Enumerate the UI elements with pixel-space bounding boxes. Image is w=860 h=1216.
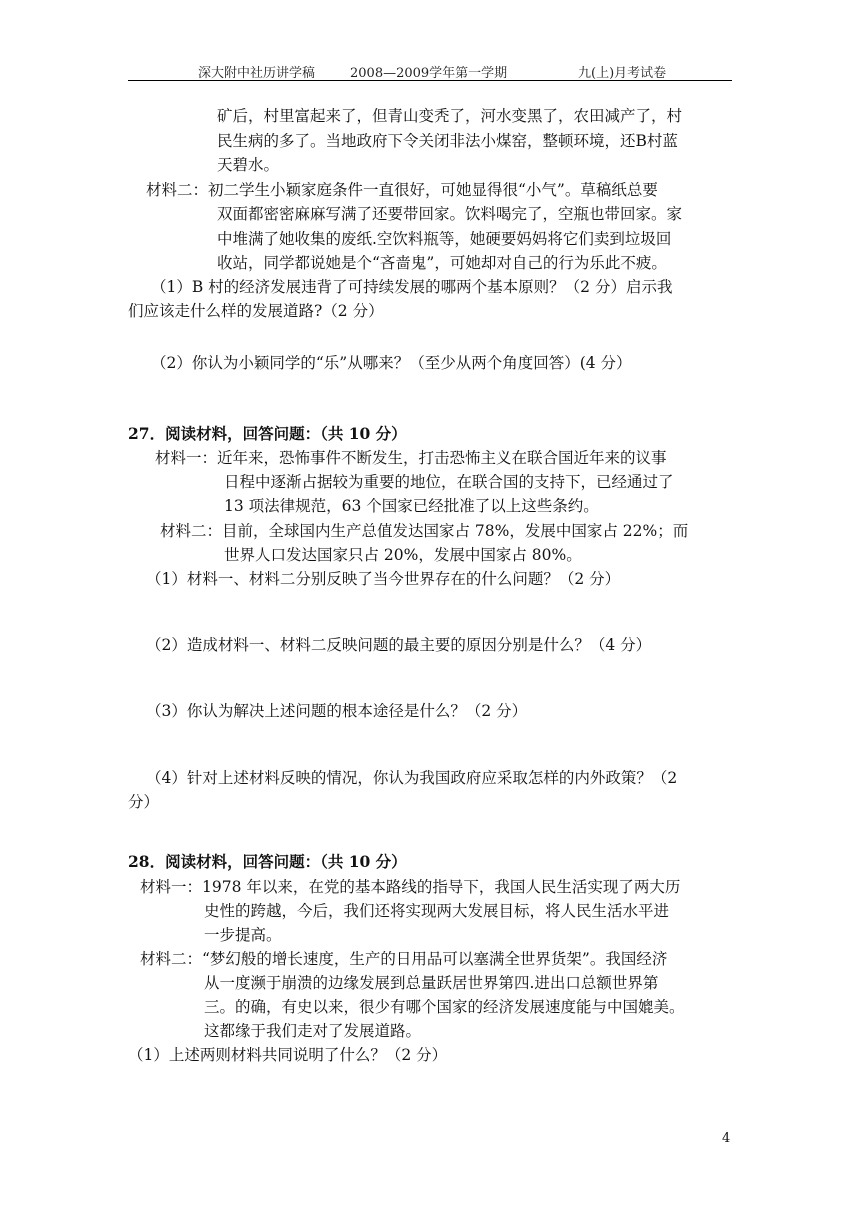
page-number: 4 — [722, 1131, 731, 1146]
q27-material1-line: 材料一：近年来，恐怖事件不断发生，打击恐怖主义在联合国近年来的议事 — [155, 449, 667, 467]
q26-material1-line: 矿后，村里富起来了，但青山变秃了，河水变黑了，农田减产了，村 — [217, 107, 683, 125]
q27-material2-line: 世界人口发达国家只占 20%，发展中国家占 80%。 — [224, 546, 582, 564]
q28-title: 28．阅读材料，回答问题：（共 10 分） — [128, 852, 407, 871]
q28-material2-line: 从一度濒于崩溃的边缘发展到总量跃居世界第四.进出口总额世界第 — [204, 974, 659, 992]
q27-question-4: （4）针对上述材料反映的情况，你认为我国政府应采取怎样的内外政策？（2 — [146, 769, 678, 787]
header-rule — [128, 80, 732, 81]
q27-question-3: （3）你认为解决上述问题的根本途径是什么？（2 分） — [146, 702, 528, 720]
page-header — [128, 60, 732, 80]
q28-material1-line: 材料一：1978 年以来，在党的基本路线的指导下，我国人民生活实现了两大历 — [140, 878, 681, 896]
q26-question-1: 们应该走什么样的发展道路?（2 分） — [128, 302, 384, 320]
q28-material2-line: 三。的确，有史以来，很少有哪个国家的经济发展速度能与中国媲美。 — [204, 998, 685, 1016]
q26-material2-line: 收站，同学都说她是个“吝啬鬼”，可她却对自己的行为乐此不疲。 — [217, 254, 667, 272]
q26-material1-line: 民生病的多了。当地政府下令关闭非法小煤窑，整顿环境，还B村蓝 — [217, 132, 678, 150]
q26-material1-line: 天碧水。 — [217, 156, 280, 174]
q28-material1-line: 一步提高。 — [204, 926, 282, 944]
header-term: 2008—2009学年第一学期 — [350, 66, 508, 81]
q28-material2-line: 材料二：“梦幻般的增长速度，生产的日用品可以塞满全世界货架”。我国经济 — [140, 950, 668, 968]
q27-material1-line: 日程中逐渐占据较为重要的地位，在联合国的支持下，已经通过了 — [224, 473, 674, 491]
header-exam: 九(上)月考试卷 — [578, 66, 667, 81]
q27-material1-line: 13 项法律规范，63 个国家已经批准了以上这些条约。 — [224, 497, 599, 515]
q27-title: 27．阅读材料，回答问题：（共 10 分） — [128, 424, 407, 443]
q27-question-4: 分） — [128, 793, 160, 811]
q26-material2-line: 中堆满了她收集的废纸.空饮料瓶等，她硬要妈妈将它们卖到垃圾回 — [217, 230, 672, 248]
q27-question-2: （2）造成材料一、材料二反映问题的最主要的原因分别是什么？（4 分） — [146, 636, 652, 654]
q28-material2-line: 这都缘于我们走对了发展道路。 — [204, 1022, 422, 1040]
q26-material2-line: 双面都密密麻麻写满了还要带回家。饮料喝完了，空瓶也带回家。家 — [217, 205, 683, 223]
header-school: 深大附中社历讲学稿 — [198, 66, 316, 81]
q26-question-2: （2）你认为小颖同学的“乐”从哪来？（至少从两个角度回答）(4 分） — [151, 354, 632, 372]
q26-question-1: （1）B 村的经济发展违背了可持续发展的哪两个基本原则？（2 分）启示我 — [151, 278, 673, 296]
q26-material2-line: 材料二：初二学生小颖家庭条件一直很好，可她显得很“小气”。草稿纸总要 — [146, 181, 658, 199]
q28-material1-line: 史性的跨越，今后，我们还将实现两大发展目标，将人民生活水平进 — [204, 902, 670, 920]
q28-question-1: （1）上述两则材料共同说明了什么？（2 分） — [128, 1046, 448, 1064]
q27-question-1: （1）材料一、材料二分别反映了当今世界存在的什么问题？（2 分） — [146, 570, 621, 588]
q27-material2-line: 材料二：目前，全球国内生产总值发达国家占 78%，发展中国家占 22%；而 — [160, 522, 689, 540]
